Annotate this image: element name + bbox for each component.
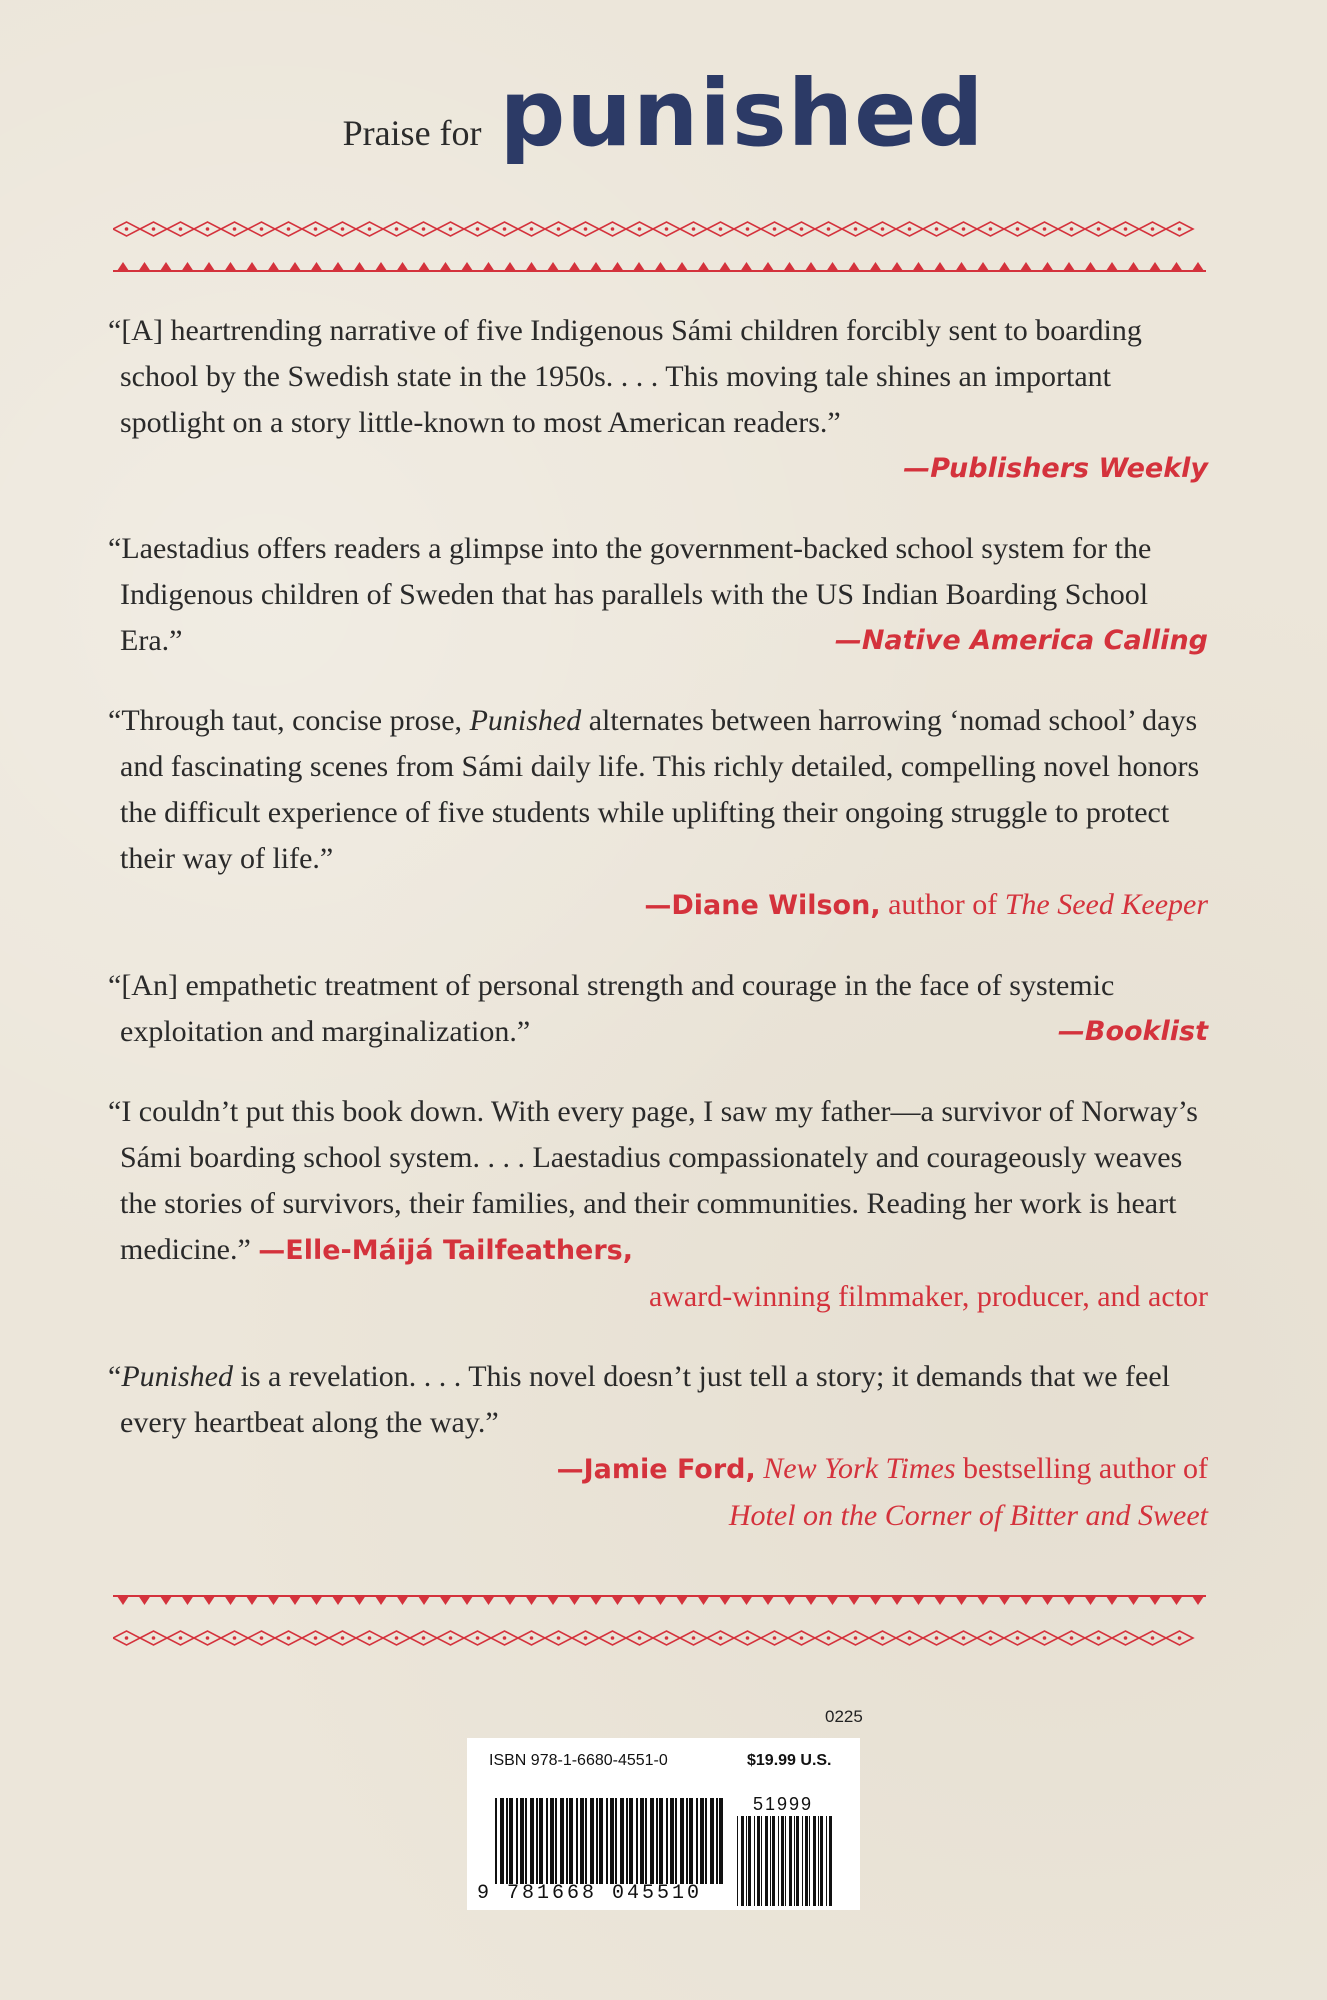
top-ornament: [113, 215, 1206, 277]
praise-for-label: Praise for: [342, 113, 482, 153]
bottom-ornament: [113, 1592, 1206, 1654]
quote-source: —Publishers Weekly: [903, 453, 1208, 484]
quote-text: [108, 1354, 1208, 1446]
quote-text: “[An] empathetic treatment of personal strength and courage in the face of systemic exploitation and marginalization.”: [108, 969, 1115, 1048]
barcode-code-top: 0225: [825, 1707, 863, 1726]
quote-source-work: The Seed Keeper: [1004, 888, 1208, 921]
quote-diane-wilson: [108, 698, 1208, 929]
quote-open: “: [108, 1360, 122, 1393]
quote-title: Punished: [121, 1360, 233, 1393]
quote-source-role: award-winning filmmaker, producer, and actor: [648, 1280, 1208, 1313]
quote-source-role: author of: [880, 888, 1005, 921]
quote-jamie-ford: [108, 1354, 1208, 1539]
quote-native-america-calling: [108, 526, 1208, 664]
ean-barcode: [495, 1798, 725, 1884]
praise-quotes: [108, 308, 1208, 1573]
quote-text: “[A] heartrending narrative of five Indigenous Sámi children forcibly sent to boarding school by the Swedish state in the 1950s. . . . This moving tale shines an important spotlight on a story little-known to most American readers.”: [108, 314, 1142, 439]
quote-source-work-line: [108, 1493, 1208, 1539]
quote-source-work: Hotel on the Corner of Bitter and Sweet: [728, 1499, 1208, 1532]
price-addon-barcode: [737, 1816, 837, 1906]
quote-rest: is a revelation. . . . This novel doesn’t just tell a story; it demands that we feel every heartbeat along the way.”: [120, 1360, 1171, 1439]
decorative-border-bottom: [113, 1592, 1206, 1654]
quote-attribution: [108, 882, 1208, 929]
quote-source-name: —Jamie Ford,: [556, 1454, 756, 1485]
quote-source-role: bestselling author of: [955, 1452, 1208, 1485]
quote-open: “Through taut, concise prose,: [108, 704, 470, 737]
price-label: $19.99 U.S.: [747, 1752, 832, 1769]
quote-source: —Booklist: [1057, 1016, 1208, 1047]
quote-text: “Laestadius offers readers a glimpse into the government-backed school system for the Indigenous children of Sweden that has parallels with the US Indian Boarding School Era.”: [108, 532, 1152, 657]
praise-heading: [0, 60, 1327, 167]
barcode-box: [467, 1738, 860, 1910]
price-code: 51999: [753, 1794, 814, 1814]
isbn-label: ISBN 978-1-6680-4551-0: [489, 1752, 668, 1769]
book-title: punished: [499, 60, 985, 167]
quote-rest: alternates between harrowing ‘nomad school’ days and fascinating scenes from Sámi daily life. This richly detailed, compelling novel honors the difficult experience of five students while uplifting their ongoing struggle to protect their way of life.”: [120, 704, 1200, 875]
quote-source-name: —Diane Wilson,: [644, 890, 881, 921]
quote-attribution: [108, 1446, 1208, 1493]
quote-source-paper: New York Times: [763, 1452, 956, 1485]
decorative-border-top: [113, 215, 1206, 277]
quote-source-name: —Elle-Máijá Tailfeathers,: [258, 1235, 633, 1266]
quote-source: —Native America Calling: [834, 625, 1208, 656]
quote-body: “I couldn’t put this book down. With every page, I saw my father—a survivor of Norway’s Sámi boarding school system. . . . Laestadius compassionately and courageously weaves the stories of survivors, their families, and their communities. Reading her work is heart medicine.”: [108, 1095, 1198, 1266]
quote-elle-maija-tailfeathers: [108, 1089, 1208, 1320]
quote-booklist: [108, 963, 1208, 1055]
quote-text: [108, 1089, 1208, 1274]
quote-text: [108, 698, 1208, 882]
quote-title: Punished: [469, 704, 582, 737]
ean-digits: 9 781668 045510: [477, 1882, 703, 1905]
quote-publishers-weekly: [108, 308, 1208, 492]
